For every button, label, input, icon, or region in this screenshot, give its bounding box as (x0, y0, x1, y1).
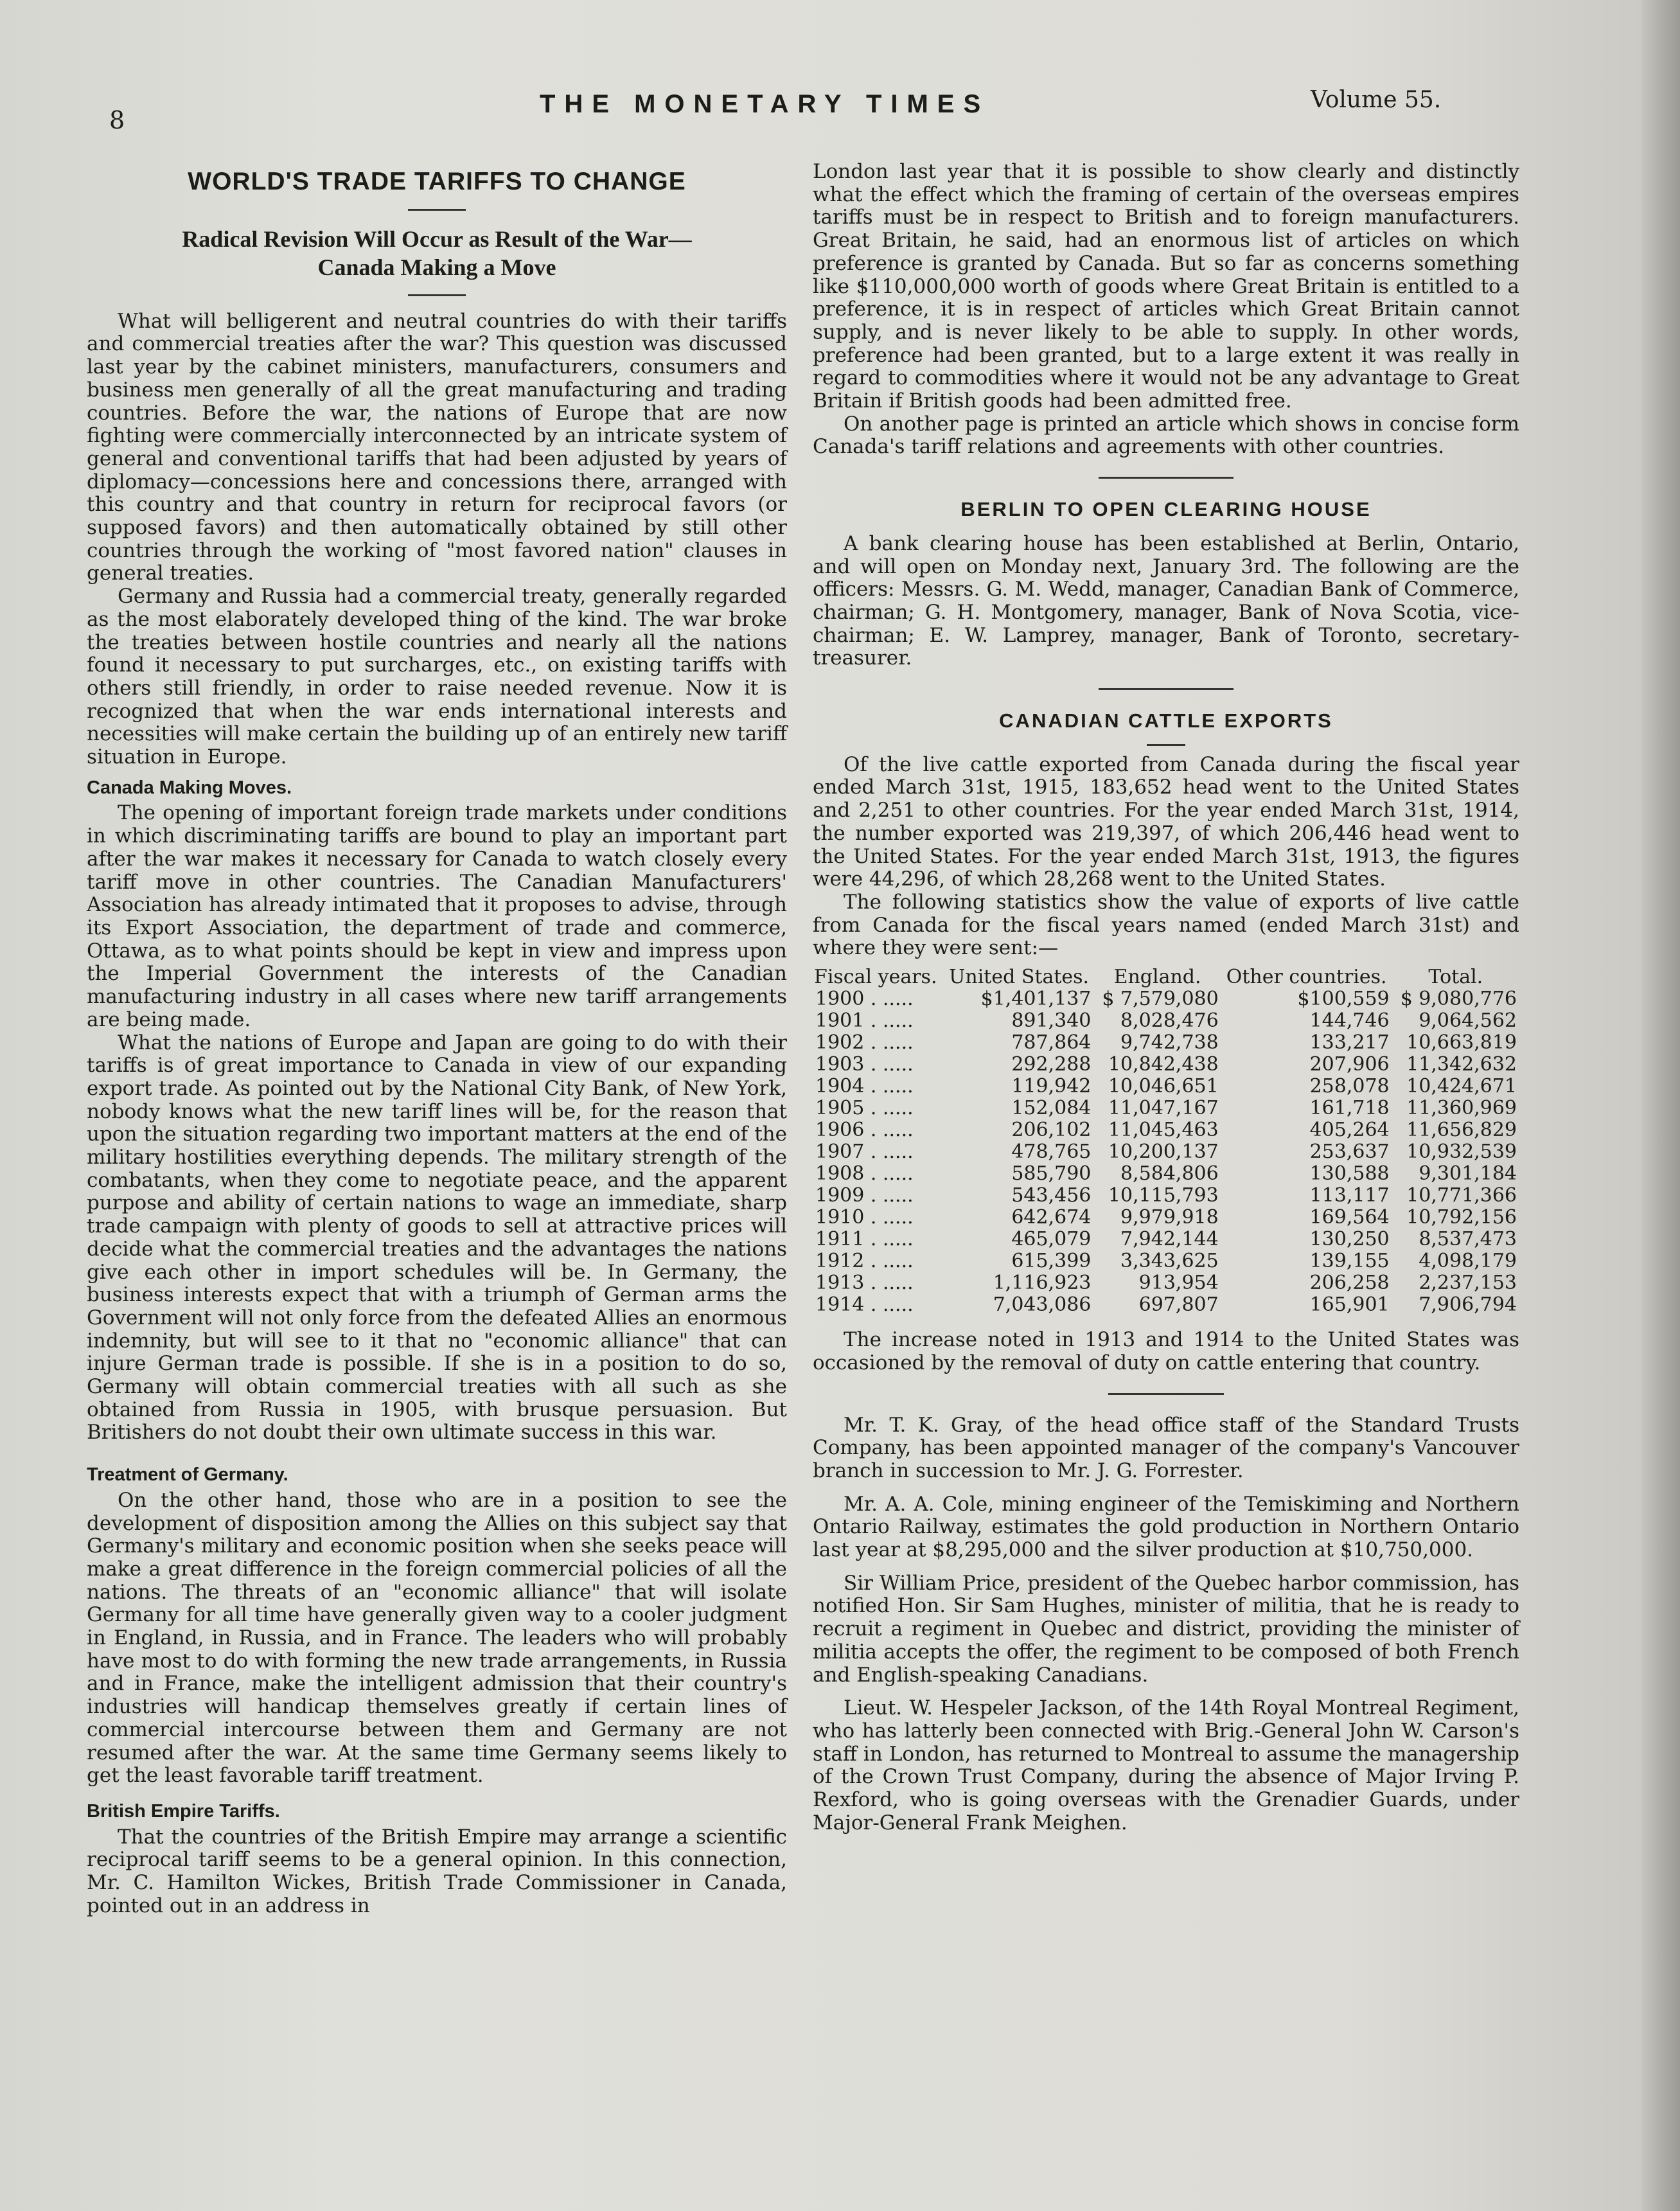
year-cell: 1902 . ..... (815, 1031, 914, 1054)
paragraph: The following statistics show the value of exports of live cattle from Canada for the fiscal years named (ended March 31st) and where they were sent:— (813, 890, 1519, 960)
column-header: Total. (1428, 966, 1483, 989)
section-subhead: British Empire Tariffs. (87, 1801, 280, 1822)
year-cell: 1911 . ..... (815, 1228, 914, 1251)
value-cell: 913,954 (1138, 1272, 1219, 1295)
divider (408, 209, 466, 211)
paragraph: Of the live cattle exported from Canada during the fiscal year ended March 31st, 1915, 183,652 head went to the United States and 2,251 to other countries. For the year ended March 31st, 1914, the number exported was 219,397, of which 206,446 head went to the United States. For the year ended March 31st, 1913, the figures were 44,296, of which 28,268 went to the United States. (813, 752, 1519, 891)
paragraph: The increase noted in 1913 and 1914 to the United States was occasioned by the removal of duty on cattle entering that country. (813, 1328, 1519, 1374)
value-cell: $ 9,080,776 (1400, 988, 1517, 1011)
value-cell: 465,079 (1011, 1228, 1092, 1251)
value-cell: 206,102 (1011, 1119, 1092, 1142)
section-subhead: Canada Making Moves. (87, 777, 292, 798)
column-header: United States. (949, 966, 1090, 989)
value-cell: 11,045,463 (1108, 1119, 1219, 1142)
news-note: Sir William Price, president of the Quebec harbor commission, has notified Hon. Sir Sam Hughes, minister of militia, that he is ready to recruit a regiment in Quebec and district, providing the minister of militia accepts the offer, the regiment to be composed of both French and English-speaking Canadians. (813, 1571, 1519, 1687)
value-cell: $100,559 (1297, 988, 1390, 1011)
value-cell: 7,906,794 (1419, 1293, 1517, 1317)
page-binding-edge (1641, 0, 1680, 2211)
year-cell: 1903 . ..... (815, 1053, 914, 1076)
value-cell: 11,047,167 (1108, 1097, 1219, 1120)
value-cell: 543,456 (1011, 1184, 1092, 1207)
value-cell: $ 7,579,080 (1102, 988, 1219, 1011)
column-header: England. (1113, 966, 1201, 989)
column-header: Fiscal years. (814, 966, 937, 989)
value-cell: 891,340 (1011, 1009, 1092, 1033)
value-cell: 144,746 (1309, 1009, 1390, 1033)
value-cell: 130,588 (1309, 1162, 1390, 1185)
paragraph: On the other hand, those who are in a position to see the development of disposition among the Allies on this subject say that Germany's military and economic position when she seeks peace will make a great difference in the foreign commercial policies of all the nations. The threats of an "economic alliance" that will isolate Germany for all time have generally given way to a cooler judgment in England, in Russia, and in France. The leaders who will probably have most to do with forming the new trade arrangements, in Russia and in France, make the intelligent admission that their country's industries will handicap themselves greatly if certain lines of commercial intercourse between them and Germany are not resumed after the war. At the same time Germany seems likely to get the least favorable tariff treatment. (87, 1488, 787, 1788)
subtitle-line-2: Canada Making a Move (317, 254, 556, 280)
paragraph: Germany and Russia had a commercial treaty, generally regarded as the most elaborately developed thing of the kind. The war broke the treaties between hostile countries and nearly all the nations found it necessary to put surcharges, etc., on existing tariffs with others still friendly, in order to raise needed revenue. Now it is recognized that when the war ends international interests and necessities will make certain the building up of an entirely new tariff situation in Europe. (87, 585, 787, 769)
year-cell: 1912 . ..... (815, 1250, 914, 1273)
value-cell: 1,116,923 (993, 1272, 1092, 1295)
value-cell: 130,250 (1309, 1228, 1390, 1251)
value-cell: 10,792,156 (1406, 1206, 1517, 1229)
table-header-row (813, 966, 1519, 988)
table-row (813, 988, 1519, 1010)
value-cell: 585,790 (1011, 1162, 1092, 1185)
value-cell: 11,360,969 (1406, 1097, 1517, 1120)
value-cell: $1,401,137 (980, 988, 1092, 1011)
value-cell: 11,656,829 (1406, 1119, 1517, 1142)
table-row (813, 1207, 1519, 1229)
value-cell: 113,117 (1309, 1184, 1390, 1207)
value-cell: 207,906 (1309, 1053, 1390, 1076)
table-row (813, 1229, 1519, 1250)
value-cell: 697,807 (1138, 1293, 1219, 1317)
paragraph: The opening of important foreign trade markets under conditions in which discriminating tariffs are bound to play an important part after the war makes it necessary for Canada to watch closely every tariff move in other countries. The Canadian Manufacturers' Association has already intimated that it proposes to advise, through its Export Association, the department of trade and commerce, Ottawa, as to what points should be kept in view and impress upon the Imperial Government the interests of the Canadian manufacturing industry in all cases where new tariff arrangements are being made. (87, 801, 787, 1031)
table-row (813, 1272, 1519, 1294)
value-cell: 405,264 (1309, 1119, 1390, 1142)
news-note: Lieut. W. Hespeler Jackson, of the 14th Royal Montreal Regiment, who has latterly been connected with Brig.-General John W. Carson's staff in London, has returned to Montreal to assume the managership of the Crown Trust Company, during the absence of Major Irving P. Rexford, who is going overseas with the Grenadier Guards, under Major-General Frank Meighen. (813, 1696, 1519, 1834)
value-cell: 10,200,137 (1108, 1141, 1219, 1164)
table-row (813, 1032, 1519, 1054)
table-row (813, 1119, 1519, 1141)
value-cell: 10,771,366 (1406, 1184, 1517, 1207)
year-cell: 1913 . ..... (815, 1272, 914, 1295)
value-cell: 8,028,476 (1120, 1009, 1219, 1033)
value-cell: 787,864 (1011, 1031, 1092, 1054)
year-cell: 1908 . ..... (815, 1162, 914, 1185)
value-cell: 11,342,632 (1406, 1053, 1517, 1076)
year-cell: 1909 . ..... (815, 1184, 914, 1207)
table-row (813, 1294, 1519, 1316)
value-cell: 10,932,539 (1406, 1141, 1517, 1164)
year-cell: 1910 . ..... (815, 1206, 914, 1229)
value-cell: 9,979,918 (1120, 1206, 1219, 1229)
value-cell: 8,584,806 (1120, 1162, 1219, 1185)
value-cell: 119,942 (1011, 1075, 1092, 1098)
section-title: BERLIN TO OPEN CLEARING HOUSE (960, 498, 1372, 521)
value-cell: 4,098,179 (1419, 1250, 1517, 1273)
news-note: Mr. T. K. Gray, of the head office staff of the Standard Trusts Company, has been appointed manager of the company's Vancouver branch in succession to Mr. J. G. Forrester. (813, 1413, 1519, 1482)
subtitle-line-1: Radical Revision Will Occur as Result of the War— (182, 226, 692, 252)
table-row (813, 1097, 1519, 1119)
value-cell: 10,046,651 (1108, 1075, 1219, 1098)
value-cell: 10,115,793 (1108, 1184, 1219, 1207)
paragraph: That the countries of the British Empire may arrange a scientific reciprocal tariff seems to be a general opinion. In this connection, Mr. C. Hamilton Wickes, British Trade Commissioner in Canada, pointed out in an address in (87, 1825, 787, 1917)
value-cell: 615,399 (1011, 1250, 1092, 1273)
year-cell: 1907 . ..... (815, 1141, 914, 1164)
table-row (813, 1163, 1519, 1185)
year-cell: 1905 . ..... (815, 1097, 914, 1120)
left-column (87, 170, 787, 1918)
page-number: 8 (109, 106, 125, 134)
value-cell: 10,842,438 (1108, 1053, 1219, 1076)
divider (1147, 744, 1185, 746)
section-subhead: Treatment of Germany. (87, 1464, 288, 1486)
table-row (813, 1250, 1519, 1272)
value-cell: 292,288 (1011, 1053, 1092, 1076)
value-cell: 133,217 (1309, 1031, 1390, 1054)
publication-title: THE MONETARY TIMES (540, 90, 990, 118)
value-cell: 253,637 (1309, 1141, 1390, 1164)
value-cell: 642,674 (1011, 1206, 1092, 1229)
value-cell: 139,155 (1309, 1250, 1390, 1273)
value-cell: 258,078 (1309, 1075, 1390, 1098)
paragraph: What will belligerent and neutral countries do with their tariffs and commercial treaties after the war? This question was discussed last year by the cabinet ministers, manufacturers, consumers and business men generally of all the great manufacturing and trading countries. Before the war, the nations of Europe that are now fighting were commercially interconnected by an intricate system of general and conventional tariffs that had been adjusted by years of diplomacy—concessions here and concessions there, arranged with this country and that country in return for reciprocal favors (or supposed favors) and then automatically obtained by still other countries through the working of "most favored nation" clauses in general treaties. (87, 309, 787, 585)
value-cell: 3,343,625 (1120, 1250, 1219, 1273)
value-cell: 169,564 (1309, 1206, 1390, 1229)
value-cell: 7,043,086 (993, 1293, 1092, 1317)
news-note: Mr. A. A. Cole, mining engineer of the Temiskiming and Northern Ontario Railway, estimates the gold production in Northern Ontario last year at $8,295,000 and the silver production at $10,750,000. (813, 1492, 1519, 1562)
value-cell: 9,064,562 (1419, 1009, 1517, 1033)
paragraph: A bank clearing house has been established at Berlin, Ontario, and will open on Monday next, January 3rd. The following are the officers: Messrs. G. M. Wedd, manager, Canadian Bank of Commerce, chairman; G. H. Montgomery, manager, Bank of Nova Scotia, vice-chairman; E. W. Lamprey, manager, Bank of Toronto, secretary-treasurer. (813, 531, 1519, 670)
volume-label: Volume 55. (1311, 87, 1442, 113)
divider (1099, 477, 1233, 479)
value-cell: 152,084 (1011, 1097, 1092, 1120)
table-row (813, 1054, 1519, 1076)
section-title: CANADIAN CATTLE EXPORTS (999, 709, 1333, 733)
divider (408, 294, 466, 296)
table-row (813, 1076, 1519, 1097)
year-cell: 1900 . ..... (815, 988, 914, 1011)
value-cell: 9,301,184 (1419, 1162, 1517, 1185)
year-cell: 1906 . ..... (815, 1119, 914, 1142)
year-cell: 1901 . ..... (815, 1009, 914, 1033)
value-cell: 165,901 (1309, 1293, 1390, 1317)
paragraph: On another page is printed an article which shows in concise form Canada's tariff relations and agreements with other countries. (813, 412, 1519, 459)
year-cell: 1914 . ..... (815, 1293, 914, 1317)
value-cell: 161,718 (1309, 1097, 1390, 1120)
divider (1108, 1393, 1224, 1395)
table-row (813, 1010, 1519, 1032)
value-cell: 9,742,738 (1120, 1031, 1219, 1054)
value-cell: 7,942,144 (1120, 1228, 1219, 1251)
value-cell: 206,258 (1309, 1272, 1390, 1295)
paragraph: What the nations of Europe and Japan are going to do with their tariffs is of great importance to Canada in view of our expanding export trade. As pointed out by the National City Bank, of New York, nobody knows what the new tariff lines will be, for the reason that upon the situation regarding two important matters at the end of the military hostilities everything depends. The military strength of the combatants, when they come to negotiate peace, and the apparent purpose and ability of certain nations to wage an immediate, sharp trade campaign with plenty of goods to sell at attractive prices will decide what the commercial treaties and the advantages the nations give each other in import schedules will be. In Germany, the business interests expect that with a triumph of German arms the Government will not only force from the defeated Allies an enormous indemnity, but will see to it that no "economic alliance" that can injure German trade is possible. If she is in a position to do so, Germany will obtain commercial treaties with all such as she obtained from Russia in 1905, with brusque persuasion. But Britishers do not doubt their own ultimate success in this war. (87, 1031, 787, 1444)
year-cell: 1904 . ..... (815, 1075, 914, 1098)
article-title: WORLD'S TRADE TARIFFS TO CHANGE (188, 168, 686, 195)
table-row (813, 1185, 1519, 1207)
article-subtitle (87, 225, 787, 281)
value-cell: 10,424,671 (1406, 1075, 1517, 1098)
table-row (813, 1141, 1519, 1163)
paragraph: London last year that it is possible to show clearly and distinctly what the effect which the framing of certain of the overseas empires tariffs must be in respect to British and to foreign manufacturers. Great Britain, he said, had an enormous list of articles on which preference is granted by Canada. But so far as concerns something like $110,000,000 worth of goods where Great Britain is entitled to a preference, it is in respect of articles which Great Britain cannot supply, and is never likely to be able to supply. In other words, preference had been granted, but to a large extent it was really in regard to commodities where it would not be any advantage to Great Britain if British goods had been admitted free. (813, 160, 1519, 413)
divider (1099, 688, 1233, 690)
value-cell: 8,537,473 (1419, 1228, 1517, 1251)
column-header: Other countries. (1226, 966, 1387, 989)
cattle-exports-table (813, 966, 1519, 1316)
value-cell: 10,663,819 (1406, 1031, 1517, 1054)
value-cell: 2,237,153 (1419, 1272, 1517, 1295)
value-cell: 478,765 (1011, 1141, 1092, 1164)
right-column (813, 161, 1519, 1834)
